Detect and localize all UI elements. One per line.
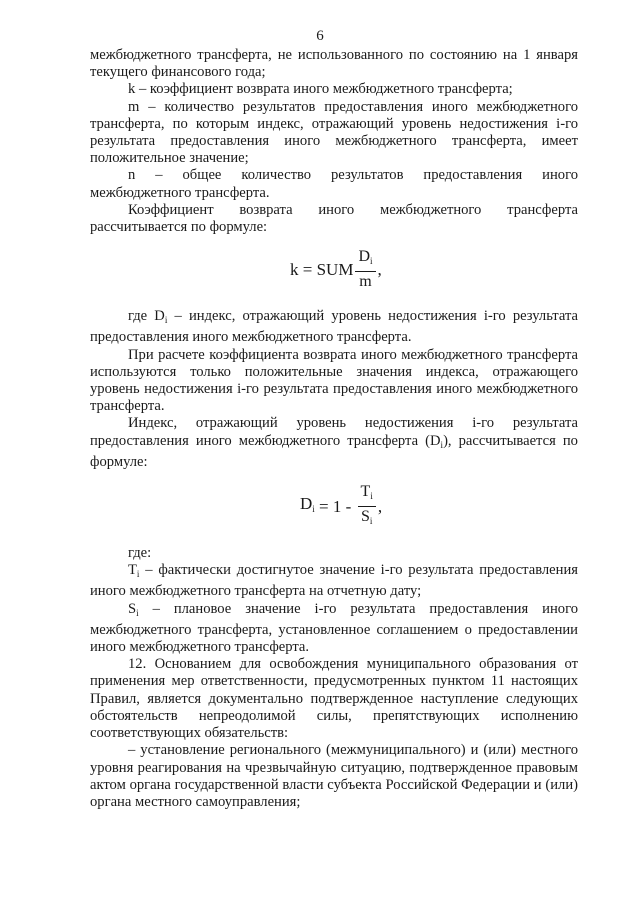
formula-di-fraction: $\frac{T_i}{S_i}$ xyxy=(358,483,376,530)
formula-k-numerator: D xyxy=(358,248,370,266)
formula-di-numerator: T xyxy=(360,483,371,501)
formula-k-numerator-sub: i xyxy=(370,256,373,267)
formula-intro-k: Коэффициент возврата иного межбюджетного трансферта рассчитывается по формуле: xyxy=(90,201,578,236)
definition-m: m – количество результатов предоставления иного межбюджетного трансферта, по которым индекс, отражающий уровень недостижения i-го результата предоставления иного межбюджетного трансферта, имеет положительное значение; xyxy=(90,98,578,167)
paragraph-positive-values: При расчете коэффициента возврата иного межбюджетного трансферта используются только положительные значения индекса, отражающего уровень недостижения i-го результата предоставления иного межбюджетного трансферта. xyxy=(90,346,578,415)
formula-di xyxy=(90,471,578,545)
formula-k-lhs: k = SUM xyxy=(290,260,354,280)
formula-k xyxy=(90,236,578,308)
formula-k-denominator: m xyxy=(359,273,372,291)
definition-di: где $D_i$ – индекс, отражающий уровень недостижения i-го результата предоставления иного межбюджетного трансферта. xyxy=(90,308,578,346)
where-label: где: xyxy=(128,545,152,562)
paragraph-12: 12. Основанием для освобождения муниципального образования от применения мер ответственности, предусмотренных пунктом 11 настоящих Правил, является документально подтвержденное наступление следующих обстоятельств непреодолимой силы, препятствующих исполнению соответствующих обязательств: xyxy=(90,656,578,742)
definition-n: n – общее количество результатов предоставления иного межбюджетного трансферта. xyxy=(90,167,578,201)
formula-di-lhs: $D_i$ xyxy=(300,493,315,514)
formula-di-eq: = 1 - xyxy=(314,496,356,516)
formula-di-tail: , xyxy=(377,496,383,516)
definition-si: $S_i$ – плановое значение i-го результата предоставления иного межбюджетного трансферта, установленное соглашением о предоставлении иного межбюджетного трансферта. xyxy=(90,600,578,656)
formula-intro-di: Индекс, отражающий уровень недостижения i-го результата предоставления иного межбюджетного трансферта $(D_i)$, рассчитывается по формуле: xyxy=(90,415,578,470)
paragraph-emergency: – установление регионального (межмуниципального) и (или) местного уровня реагирования на чрезвычайную ситуацию, подтвержденное правовым актом органа государственной власти субъекта Российской Федерации и (или) органа местного самоуправления; xyxy=(90,742,578,810)
formula-k-tail: , xyxy=(377,260,382,280)
definition-k: k – коэффициент возврата иного межбюджетного трансферта; xyxy=(128,81,513,98)
page-number: 6 xyxy=(316,28,324,44)
formula-di-denominator: S xyxy=(360,508,370,526)
formula-k-fraction xyxy=(355,248,375,291)
definition-ti: $T_i$ – фактически достигнутое значение i-го результата предоставления иного межбюджетного трансферта на отчетную дату; xyxy=(90,562,578,600)
document-body xyxy=(90,47,578,811)
paragraph-continuation: межбюджетного трансферта, не использованного по состоянию на 1 января текущего финансового года; xyxy=(90,47,578,81)
